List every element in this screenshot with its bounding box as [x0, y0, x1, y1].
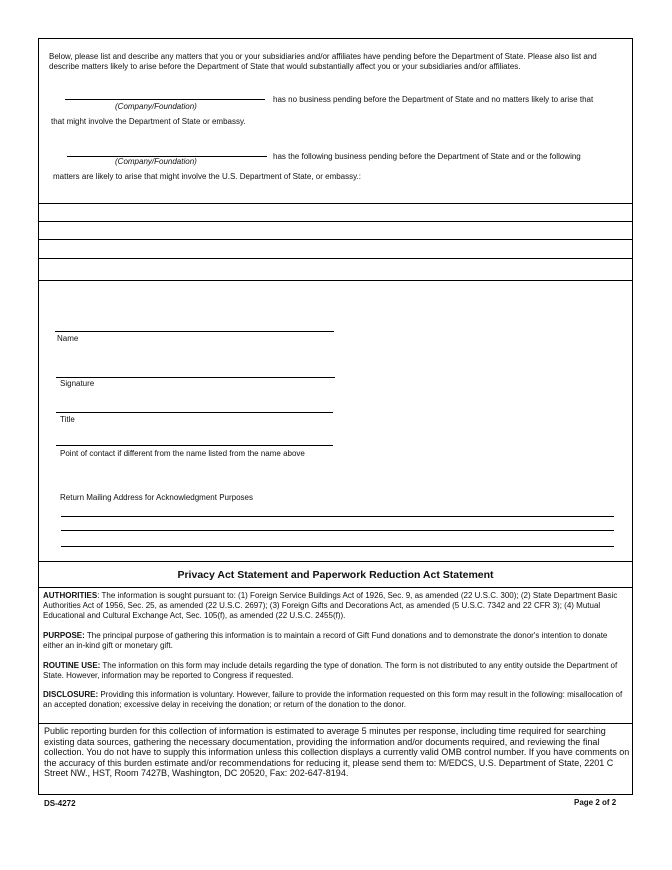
signature-line[interactable]: [56, 377, 335, 378]
poc-label: Point of contact if different from the name listed from the name above: [60, 449, 305, 458]
title-label: Title: [60, 415, 75, 424]
option1-text-a: has no business pending before the Department of State and no matters likely to arise that: [273, 95, 594, 104]
signature-label: Signature: [60, 379, 95, 388]
form-number: DS-4272: [44, 799, 76, 808]
burden-statement: Public reporting burden for this collection of information is estimated to average 5 minutes per response, including time required for searching existing data sources, gathering the necessary documentation, providing the information and/or documents required, and reviewing the final collection. You do not have to supply this information unless this collection displays a currently valid OMB control number. If you have comments on the accuracy of this burden estimate and/or recommendations for reducing it, please send them to: M/EDCS, U.S. Department of State, 2201 C Street NW., HST, Room 7427B, Washington, DC 20520, Fax: 202-647-8194.: [44, 726, 630, 778]
routine-use-text: The information on this form may include details regarding the type of donation. The form is not distributed to any entity outside the Department of State. However, information may be reported to Congress if requested.: [43, 661, 618, 680]
pending-row-3[interactable]: [39, 240, 632, 258]
address-line-1[interactable]: [61, 516, 614, 517]
name-line[interactable]: [55, 331, 334, 332]
purpose-paragraph: [43, 631, 628, 651]
option1-text-b: that might involve the Department of State or embassy.: [51, 117, 246, 126]
company-caption-2: (Company/Foundation): [115, 157, 197, 166]
option2-text-a: has the following business pending before the Department of State and or the following: [273, 152, 581, 161]
address-line-2[interactable]: [61, 530, 614, 531]
disclosure-label: DISCLOSURE:: [43, 690, 99, 699]
name-label: Name: [57, 334, 79, 343]
section-divider: [39, 561, 632, 562]
poc-line[interactable]: [56, 445, 333, 446]
purpose-text: The principal purpose of gathering this information is to maintain a record of Gift Fund donations and to demonstrate the donor's intention to donate either an in-kind gift or monetary gift.: [43, 631, 608, 650]
title-line[interactable]: [56, 412, 333, 413]
routine-use-label: ROUTINE USE:: [43, 661, 101, 670]
routine-use-paragraph: [43, 661, 628, 681]
authorities-paragraph: [43, 591, 628, 621]
pending-row-1[interactable]: [39, 204, 632, 221]
company-caption-1: (Company/Foundation): [115, 102, 197, 111]
row-divider: [39, 280, 632, 281]
heading-divider: [39, 587, 632, 588]
privacy-heading: Privacy Act Statement and Paperwork Reduction Act Statement: [177, 569, 494, 581]
disclosure-text: Providing this information is voluntary. However, failure to provide the information requested on this form may result in the following: misallocation of an accepted donation; excessive delay in receiving the donation; or return of the donation to the donor.: [43, 690, 623, 709]
authorities-text: : The information is sought pursuant to: (1) Foreign Service Buildings Act of 1926, Sec. 9, as amended (22 U.S.C. 300); (2) State Department Basic Authorities Act of 1956, Sec. 25, as amended (22 U.S.C. 2697); (3) Foreign Gifts and Decorations Act, as amended (5 U.S.C. 7342 and 22 CFR 3); (4) Mutual Educational and Cultural Exchange Act, Sec. 105(f), as amended (22 U.S.C. 2455(f)).: [43, 591, 618, 620]
authorities-label: AUTHORITIES: [43, 591, 98, 600]
section-divider: [39, 723, 632, 724]
purpose-label: PURPOSE:: [43, 631, 85, 640]
company-line-1[interactable]: [65, 99, 265, 100]
pending-row-4[interactable]: [39, 259, 632, 280]
pending-row-2[interactable]: [39, 222, 632, 239]
option2-text-b: matters are likely to arise that might involve the U.S. Department of State, or embassy.:: [53, 172, 361, 181]
form-frame: [38, 38, 633, 795]
address-line-3[interactable]: [61, 546, 614, 547]
page-number: Page 2 of 2: [574, 798, 617, 807]
disclosure-paragraph: [43, 690, 628, 710]
intro-text: Below, please list and describe any matters that you or your subsidiaries and/or affiliates have pending before the Department of State. Please also list and describe matters likely to arise before the Department of State that would substantially affect you or your subsidiaries and/or affiliates.: [49, 52, 597, 71]
address-label: Return Mailing Address for Acknowledgment Purposes: [60, 493, 253, 502]
